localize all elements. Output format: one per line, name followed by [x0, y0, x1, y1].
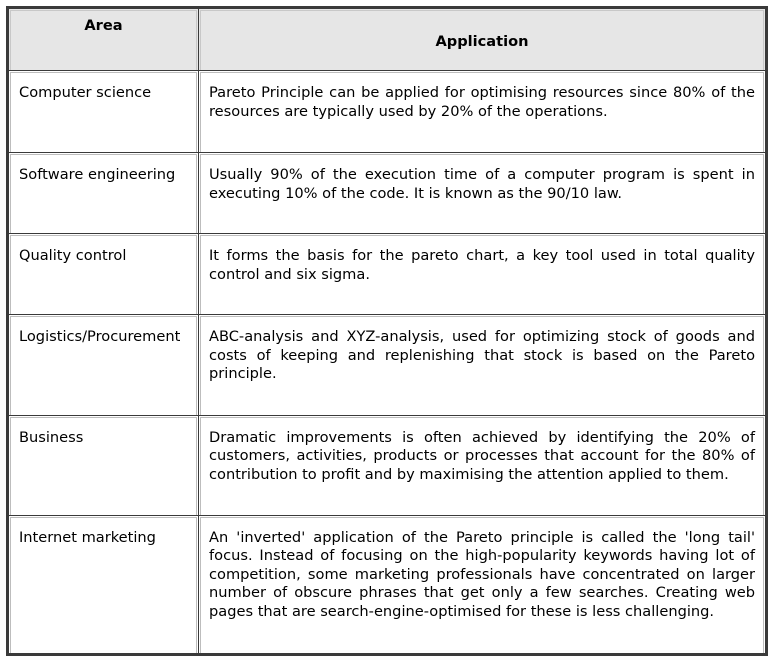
application-cell — [199, 153, 766, 234]
header-area-label: Area — [84, 17, 123, 34]
application-text: Usually 90% of the execution time of a computer program is spent in executing 10% of the code. It is known as the 90/10 law. — [200, 154, 764, 234]
area-text: Computer science — [10, 72, 197, 153]
area-text: Internet marketing — [10, 517, 197, 654]
header-cell-application — [199, 9, 766, 71]
area-cell — [9, 515, 199, 653]
area-cell — [9, 415, 199, 515]
pareto-applications-table-frame — [6, 6, 768, 656]
application-text: It forms the basis for the pareto chart, a key tool used in total quality control and six sigma. — [200, 235, 764, 315]
area-text: Quality control — [10, 235, 197, 315]
area-cell — [9, 153, 199, 234]
header-application-label: Application — [435, 33, 529, 50]
application-cell — [199, 415, 766, 515]
pareto-applications-table — [8, 8, 766, 654]
table-row — [9, 515, 766, 653]
area-cell — [9, 234, 199, 315]
application-text: ABC-analysis and XYZ-analysis, used for optimizing stock of goods and costs of keeping and replenishing that stock is based on the Pareto principle. — [200, 316, 764, 415]
area-cell — [9, 71, 199, 153]
area-text: Business — [10, 417, 197, 516]
table-row — [9, 415, 766, 515]
table-row — [9, 153, 766, 234]
application-text: Dramatic improvements is often achieved by identifying the 20% of customers, activities, products or processes that account for the 80% of contribution to profit and by maximising the attention applied to them. — [200, 417, 764, 516]
header-cell-area — [9, 9, 199, 71]
table-row — [9, 315, 766, 415]
area-text: Software engineering — [10, 154, 197, 234]
application-cell — [199, 315, 766, 415]
application-cell — [199, 234, 766, 315]
application-cell — [199, 515, 766, 653]
application-cell — [199, 71, 766, 153]
table-row — [9, 234, 766, 315]
table-row — [9, 71, 766, 153]
application-text: Pareto Principle can be applied for optimising resources since 80% of the resources are typically used by 20% of the operations. — [200, 72, 764, 153]
area-text: Logistics/Procurement — [10, 316, 197, 415]
table-header-row — [9, 9, 766, 71]
area-cell — [9, 315, 199, 415]
application-text: An 'inverted' application of the Pareto principle is called the 'long tail' focus. Instead of focusing on the high-popularity keywords having lot of competition, some marketing professionals have concentrated on larger number of obscure phrases that get only a few searches. Creating web pages that are search-engine-optimised for these is less challenging. — [200, 517, 764, 654]
